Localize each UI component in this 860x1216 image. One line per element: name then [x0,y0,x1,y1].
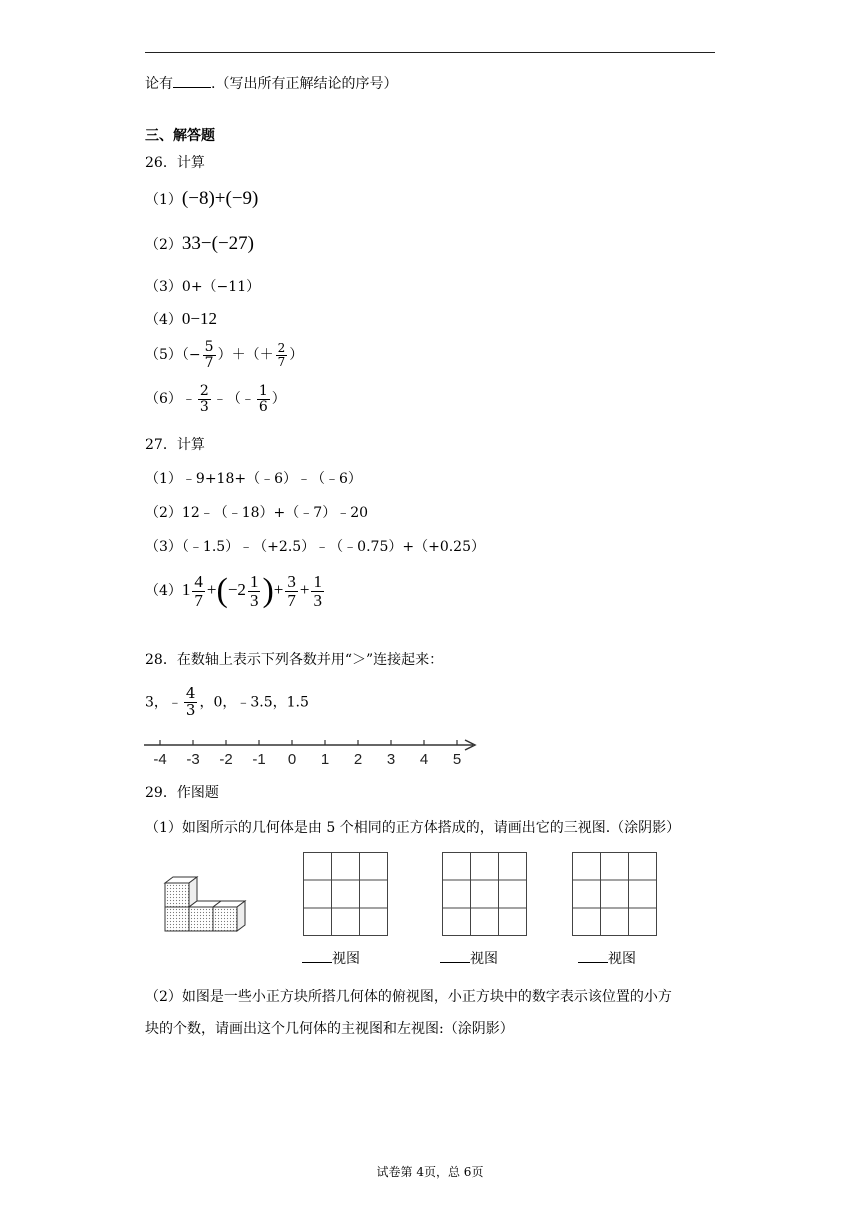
fraction [184,686,198,719]
operator: + [206,579,217,599]
expr-part: ﹣（﹣ [212,391,255,408]
q29-part2-line2: 块的个数，请画出这个几何体的主视图和左视图:（涂阴影） [145,1021,514,1037]
item-label: （5） [145,347,182,364]
view-grid-3[interactable] [572,852,658,937]
axis-tick-label: 5 [452,751,462,768]
whole-part: −2 [227,579,246,599]
numbers-post: ，0，﹣3.5，1.5 [199,694,309,711]
fraction [311,573,324,610]
text-suffix: .（写出所有正解结论的序号） [211,76,398,92]
expr-part: ） [289,347,304,364]
answer-blank[interactable] [173,73,211,88]
q26-item-5 [145,340,303,370]
q28-numbers [145,686,309,719]
view-grid-1[interactable] [303,852,389,937]
item-label: （4） [145,312,182,328]
denominator: 7 [277,354,286,369]
right-paren: ) [262,572,274,609]
numbers-pre: 3，﹣ [145,694,182,711]
q29-title: 29．作图题 [145,785,219,801]
view-suffix: 视图 [608,951,636,967]
q29-part1: （1）如图所示的几何体是由 5 个相同的正方体搭成的，请画出它的三视图.（涂阴影） [145,820,681,836]
axis-tick-label: 1 [320,751,330,768]
denominator: 6 [258,398,268,415]
denominator: 3 [249,590,259,610]
previous-question-tail [145,73,397,93]
header-rule [145,52,715,53]
item-expression: 12﹣（﹣18）+（﹣7）﹣20 [181,505,369,521]
axis-tick-label: -4 [153,751,167,768]
item-label: （3） [145,539,182,555]
q27-item-3 [145,536,485,556]
operator: + [273,579,284,599]
item-label: （3） [145,279,182,295]
view-name-blank[interactable] [302,948,332,963]
axis-tick-label: 0 [287,751,297,768]
denominator: 3 [313,590,322,610]
item-expression: ﹣9+18+（﹣6）﹣（﹣6） [181,471,362,487]
text-prefix: 论有 [145,76,173,92]
item-label: （1） [145,471,182,487]
view-suffix: 视图 [332,951,360,967]
item-label: （6） [145,391,182,408]
numerator: 5 [204,339,214,355]
axis-tick-label: -2 [219,751,233,768]
fraction [285,573,298,610]
numerator: 1 [258,383,268,399]
axis-tick-label: 2 [353,751,363,768]
item-expression: (−8)+(−9) [181,188,259,209]
item-label: （2） [145,505,182,521]
item-expression: 0+（−11） [181,279,261,295]
left-paren: ( [216,572,228,609]
fraction [257,384,270,414]
fraction [203,340,216,370]
expr-part: ﹣ [181,391,196,408]
fraction [192,573,205,610]
view-label-3 [578,948,636,968]
denominator: 3 [199,398,209,415]
axis-tick-label: -1 [252,751,266,768]
item-label: （1） [145,192,182,208]
cube-solid-figure [163,875,263,935]
denominator: 7 [194,590,203,610]
expr-part: （− [181,347,201,364]
view-name-blank[interactable] [578,948,608,963]
numerator: 3 [287,571,296,591]
fraction [276,342,288,368]
q27-item-1 [145,468,362,488]
item-expression: 33−(−27) [181,233,255,254]
item-expression: 0−12 [181,309,218,328]
numerator: 1 [313,571,322,591]
denominator: 7 [204,354,214,371]
view-name-blank[interactable] [440,948,470,963]
numerator: 2 [277,341,286,356]
fraction [248,573,261,610]
view-grid-2[interactable] [442,852,528,937]
q26-item-4 [145,309,217,329]
numerator: 2 [199,383,209,399]
item-label: （4） [145,582,182,599]
numerator: 1 [249,571,259,591]
axis-ticks [153,740,461,768]
view-label-2 [440,948,498,968]
expr-part: ）＋（＋ [217,347,274,364]
numerator: 4 [185,684,196,702]
denominator: 3 [185,700,196,719]
page-footer: 试卷第 4页，总 6页 [376,1165,484,1179]
number-line [140,733,485,773]
q26-item-6 [145,384,286,414]
operator: + [299,579,310,599]
view-label-1 [302,948,360,968]
q26-item-2 [145,233,254,255]
q26-item-3 [145,276,260,296]
item-expression: （﹣1.5）﹣（+2.5）﹣（﹣0.75）+（+0.25） [181,539,485,555]
axis-tick-label: 3 [386,751,396,768]
section-title: 三、解答题 [145,128,215,144]
numerator: 4 [194,571,203,591]
fraction [198,384,211,414]
axis-tick-label: -3 [186,751,200,768]
axis-tick-label: 4 [419,751,429,768]
q27-item-4 [145,572,326,610]
q26-title: 26．计算 [145,155,205,171]
whole-part: 1 [181,579,191,599]
q28-title: 28．在数轴上表示下列各数并用“＞”连接起来： [145,652,444,668]
q27-title: 27．计算 [145,437,205,453]
q29-part2-line1: （2）如图是一些小正方块所搭几何体的俯视图，小正方块中的数字表示该位置的小方 [145,989,672,1005]
view-suffix: 视图 [470,951,498,967]
q26-item-1 [145,188,258,210]
q27-item-2 [145,502,368,522]
item-label: （2） [145,237,182,253]
denominator: 7 [287,590,296,610]
expr-part: ） [271,391,286,408]
